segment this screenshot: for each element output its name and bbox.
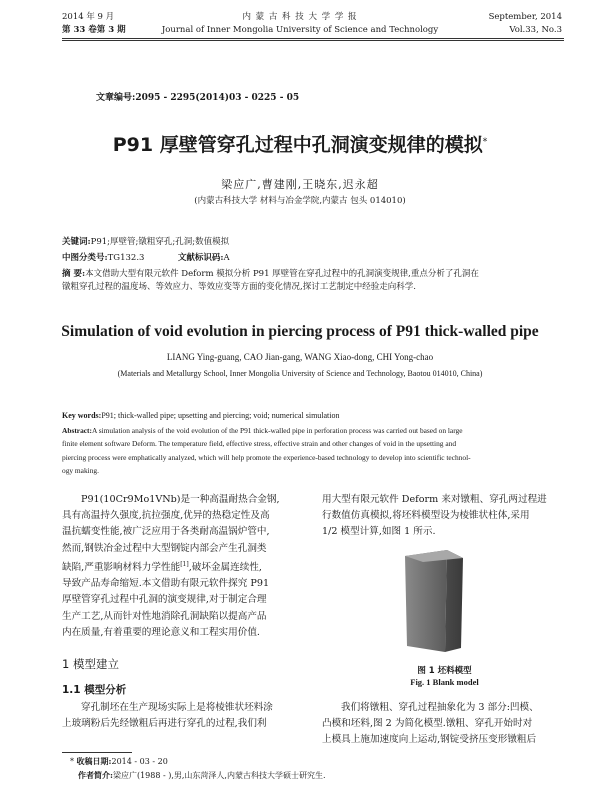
author-label: 作者简介: [78,770,113,780]
right-line-6: 上模具上施加速度向上运动,钢锭受挤压变形镦粗后 [322,734,537,746]
abstract-en-line-4: ogy making. [62,466,99,476]
intro-line-6: 导致产品寿命缩短.本文借助有限元软件探究 P91 [62,578,270,590]
keywords-cn [62,236,562,249]
classification-label: 中图分类号: [62,253,108,263]
blank-side-face [445,550,463,652]
figure-1-blank-model [385,548,485,658]
author-value: 梁应广(1988 - ),男,山东菏泽人,内蒙古科技大学硕士研究生. [112,771,326,780]
affiliation-cn: (内蒙古科技大学 材料与冶金学院,内蒙古 包头 014010) [194,196,406,206]
abstract-cn [62,268,562,293]
affiliation-en: (Materials and Metallurgy School, Inner Mongolia University of Science and Technology, Baotou 014010, China) [117,369,483,378]
intro-line-5-tail: ,破坏金属连续性, [188,562,262,573]
document-code-value: A [223,253,230,263]
received-label: 收稿日期: [76,756,112,766]
header-date-cn: 2014 年 9 月 [62,12,115,22]
section-1-heading: 1 模型建立 [62,657,119,671]
header-journal-cn: 内 蒙 古 科 技 大 学 学 报 [242,12,358,22]
right-line-2: 行数值仿真模拟,将坯料模型设为棱锥状柱体,采用 [322,510,530,522]
footnote-author [78,770,326,781]
intro-line-3: 温抗蠕变性能,被广泛应用于各类耐高温锅炉管中, [62,526,270,538]
keywords-en-label: Key words: [62,411,102,420]
intro-line-8: 生产工艺,从而针对性地消除孔洞缺陷以提高产品 [62,610,267,622]
received-value: 2014 - 03 - 20 [111,757,168,766]
classification [62,252,562,265]
blank-front-face [405,550,447,652]
intro-line-1: P91(10Cr9Mo1VNb)是一种高温耐热合金钢, [81,494,280,505]
right-line-3: 1/2 模型计算,如图 1 所示. [322,526,436,538]
abstract-cn-line-1: 本文借助大型有限元软件 Deform 模拟分析 P91 厚壁管在穿孔过程中的孔洞演变规律,重点分析了孔洞在 [85,269,479,279]
footnote-rule [62,752,132,753]
right-line-1: 用大型有限元软件 Deform 来对镦粗、穿孔两过程进 [322,494,547,505]
title-footnote-mark: * [482,137,488,148]
authors-cn: 梁应广,曹建刚,王晓东,迟永超 [221,178,379,191]
title-cn-block [0,130,600,157]
title-en-block [0,321,600,341]
title-cn: P91 厚壁管穿孔过程中孔洞演变规律的模拟 [112,134,483,156]
intro-line-4: 然而,钢铁冶金过程中大型钢锭内部会产生孔洞类 [62,542,267,554]
figure-1-caption-en: Fig. 1 Blank model [410,677,479,687]
citation-mark: [1] [180,560,189,568]
intro-line-2: 具有高温持久强度,抗拉强度,优异的热稳定性及高 [62,510,270,522]
keywords-cn-label: 关键词: [62,237,91,247]
article-number: 文章编号:2095 - 2295(2014)03 - 0225 - 05 [96,93,300,103]
abstract-en-line-3: piercing process were emphatically analyzed, which will help promote the experience-based technology to develop into scientific technol- [62,452,471,462]
header-date-en: September, 2014 [488,12,562,22]
abstract-en-line-2: finite element software Deform. The temperature field, effective stress, effective strain and other changes of void in the upsetting and [62,439,457,449]
right-column-bottom [322,700,567,749]
abstract-cn-line-2: 镦粗穿孔过程的温度场、等效应力、等效应变等方面的变化情况,探讨工艺制定中经验走向科学. [62,281,416,292]
section-1-1-heading: 1.1 模型分析 [62,684,127,696]
header-rule-2 [62,40,564,41]
right-line-4: 我们将镦粗、穿孔过程抽象化为 3 部分:凹模、 [341,702,539,713]
abstract-en-label: Abstract: [62,426,92,435]
intro-line-7: 厚壁管穿孔过程中孔洞的演变规律,对于制定合理 [62,594,267,606]
footnote-star: * [70,757,74,766]
abstract-cn-label: 摘 要: [62,269,86,279]
header-rule [62,38,564,39]
intro-line-9: 内在质量,有着重要的理论意义和工程实用价值. [62,626,260,638]
abstract-en-line-1: A simulation analysis of the void evolution of the P91 thick-walled pipe in perforation process was carried out based on large [91,426,463,435]
model-line-1: 穿孔制坯在生产现场实际上是将棱锥状坯料涂 [81,702,273,713]
keywords-en-text: P91; thick-walled pipe; upsetting and piercing; void; numerical simulation [101,411,340,420]
document-code-label: 文献标识码: [177,253,224,263]
header-volume-en: Vol.33, No.3 [509,25,562,35]
model-line-2: 上玻璃粉后先经镦粗后再进行穿孔的过程,我们利 [62,718,267,730]
keywords-cn-text: P91;厚壁管;镦粗穿孔;孔洞;数值模拟 [90,237,230,247]
figure-1-caption-cn: 图 1 坯料模型 [417,666,472,676]
abstract-en [62,424,562,478]
right-column-top [322,492,567,541]
right-line-5: 凸模和坯料,图 2 为简化模型.镦粗、穿孔开始时对 [322,718,533,730]
authors-en: LIANG Ying-guang, CAO Jian-gang, WANG Xiao-dong, CHI Yong-chao [166,352,434,362]
intro-line-5: 缺陷,严重影响材料力学性能 [62,562,181,573]
left-column [62,492,307,641]
classification-value: TG132.3 [107,253,145,263]
footnote-received [70,756,168,767]
keywords-en [62,410,562,422]
header-volume-cn: 第 33 卷第 3 期 [62,25,126,35]
model-paragraph [62,700,307,732]
title-en: Simulation of void evolution in piercing process of P91 thick-walled pipe [61,323,539,340]
header-journal-en: Journal of Inner Mongolia University of Science and Technology [161,25,439,35]
